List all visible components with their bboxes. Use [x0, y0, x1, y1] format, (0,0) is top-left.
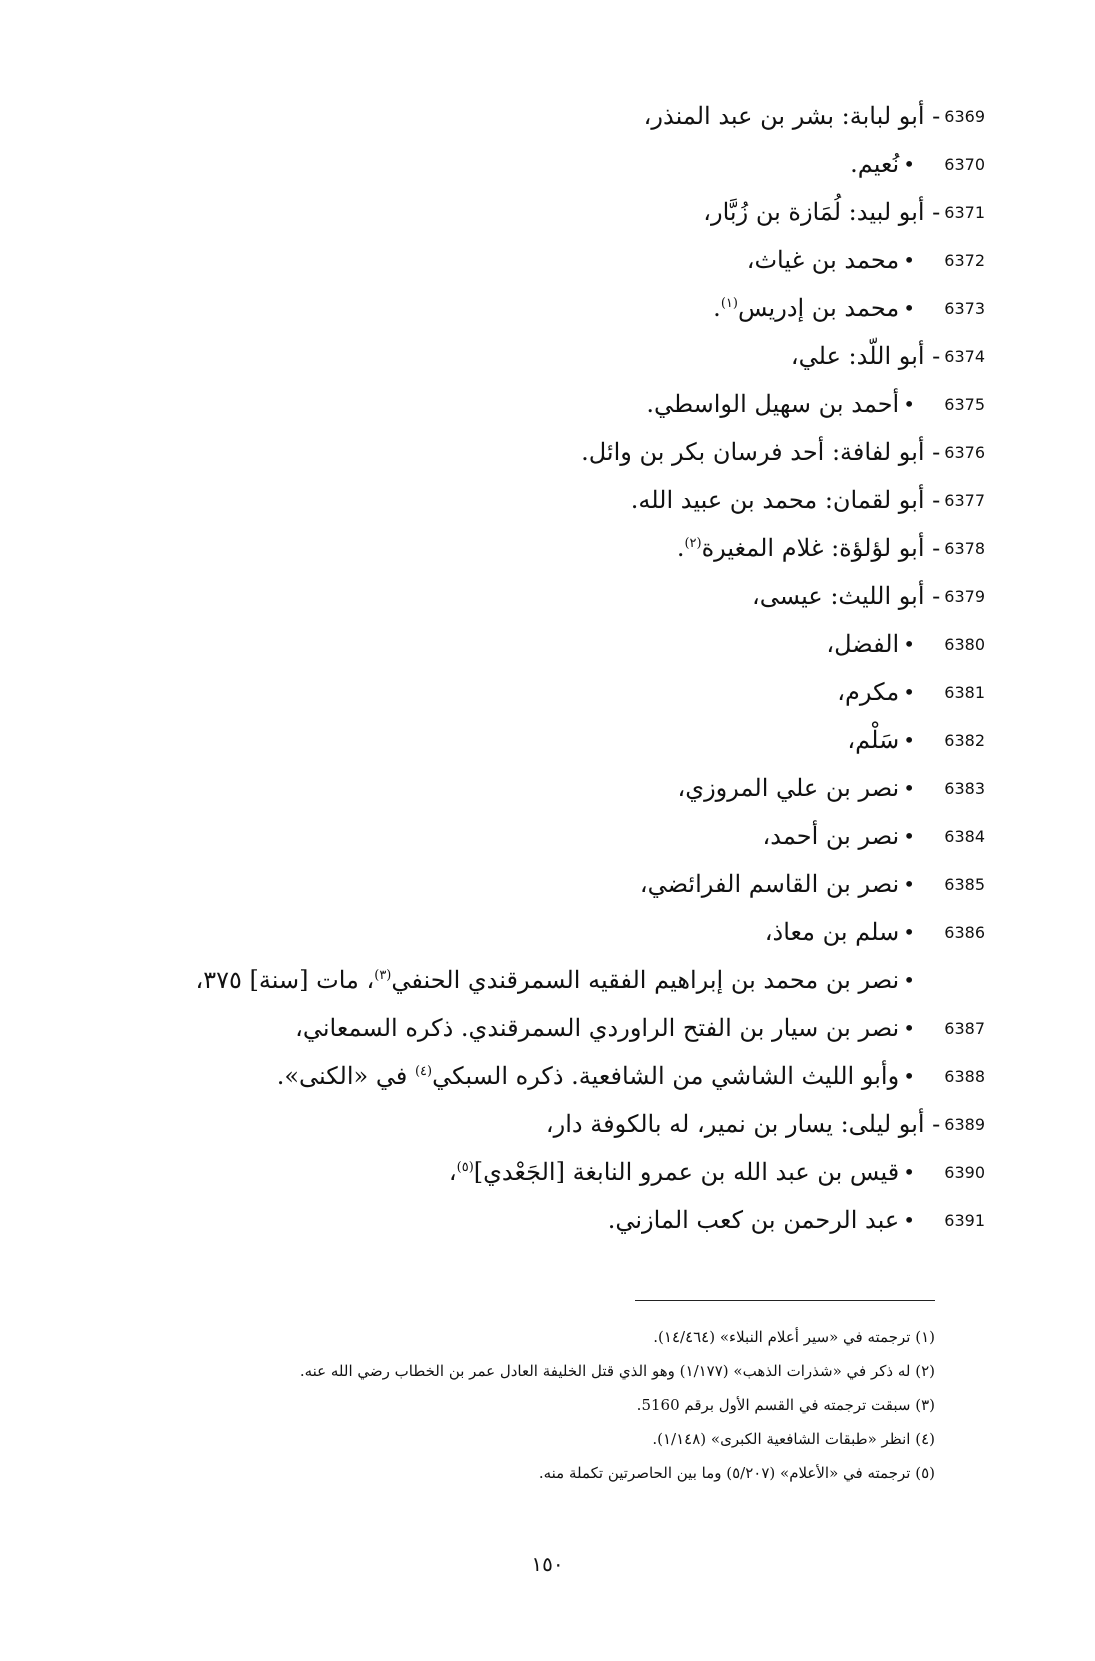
entry-number: 6369 [944, 106, 985, 126]
entry-text [826, 630, 899, 658]
entry-text-after: . [676, 534, 685, 562]
entry-number: 6374 [944, 346, 985, 366]
entry-text-after: في «الكنى». [276, 1062, 415, 1090]
entry-text [850, 150, 899, 178]
entry-number: 6372 [944, 250, 985, 270]
entry-text [449, 1158, 899, 1186]
bullet-icon: • [903, 392, 915, 416]
entry-number: 6376 [944, 442, 985, 462]
bullet-icon: • [903, 1160, 915, 1184]
entry-number: 6390 [944, 1162, 985, 1182]
bullet-icon: • [903, 968, 915, 992]
entry-row [85, 1052, 985, 1100]
entry-text-after: ، [448, 1158, 457, 1186]
bullet-icon: • [903, 920, 915, 944]
entry-row [85, 1004, 985, 1052]
bullet-icon: • [903, 296, 915, 320]
entry-row [85, 668, 985, 716]
entry-text-main: - أبو لفافة: أحد فرسان بكر بن وائل. [581, 438, 941, 466]
entry-number: 6371 [944, 202, 985, 222]
entry-row [85, 764, 985, 812]
footnote: (٣) سبقت ترجمته في القسم الأول برقم 5160. [636, 1396, 935, 1414]
entry-text-main: نصر بن أحمد، [762, 822, 900, 850]
entry-text [752, 582, 940, 610]
entry-number: 6386 [944, 922, 985, 942]
entry-number: 6384 [944, 826, 985, 846]
entry-number: 6385 [944, 874, 985, 894]
bullet-icon: • [903, 872, 915, 896]
footnotes-list [135, 1320, 935, 1490]
entry-text-main: محمد بن غياث، [746, 246, 900, 274]
footnote-marker: (١) [720, 296, 738, 311]
entry-number: 6383 [944, 778, 985, 798]
entry-row [85, 908, 985, 956]
footnote-separator [635, 1300, 935, 1301]
entry-text-main: - أبو ليلى: يسار بن نمير، له بالكوفة دار، [545, 1110, 941, 1138]
footnote: (٥) ترجمته في «الأعلام» (٥/٢٠٧) وما بين الحاصرتين تكملة منه. [538, 1464, 935, 1482]
entry-row [85, 284, 985, 332]
bullet-icon: • [903, 1016, 915, 1040]
entry-number: 6379 [944, 586, 985, 606]
entry-text-main: عبد الرحمن بن كعب المازني. [607, 1206, 900, 1234]
entry-row [85, 716, 985, 764]
entry-row [85, 476, 985, 524]
entry-text-main: - أبو لؤلؤة: غلام المغيرة [701, 534, 941, 562]
footnote-marker: (٥) [456, 1160, 474, 1175]
bullet-icon: • [903, 1064, 915, 1088]
entry-text [677, 534, 940, 562]
entry-number: 6375 [944, 394, 985, 414]
entry-text-main: نصر بن سيار بن الفتح الراوردي السمرقندي. ذكره السمعاني، [295, 1014, 900, 1042]
footnote-marker: (٣) [374, 968, 392, 983]
entry-number: 6388 [944, 1066, 985, 1086]
entry-text-main: أحمد بن سهيل الواسطي. [646, 390, 900, 418]
bullet-icon: • [903, 1208, 915, 1232]
entry-text [713, 294, 899, 322]
entry-number: 6391 [944, 1210, 985, 1230]
entry-number: 6373 [944, 298, 985, 318]
entry-text-main: - أبو لقمان: محمد بن عبيد الله. [630, 486, 941, 514]
entry-text [581, 438, 940, 466]
entry-number: 6382 [944, 730, 985, 750]
entry-number: 6377 [944, 490, 985, 510]
entry-text-main: محمد بن إدريس [737, 294, 900, 322]
entry-row [85, 380, 985, 428]
entry-number: 6378 [944, 538, 985, 558]
entry-row [85, 428, 985, 476]
entry-text-main: الفضل، [826, 630, 900, 658]
footnote-marker: (٢) [684, 536, 702, 551]
footnote: (٢) له ذكر في «شذرات الذهب» (١/١٧٧) وهو الذي قتل الخليفة العادل عمر بن الخطاب رضي الله عنه. [299, 1362, 935, 1380]
entry-row [85, 188, 985, 236]
entry-text [847, 726, 899, 754]
entry-row [85, 140, 985, 188]
footnote: (١) ترجمته في «سير أعلام النبلاء» (١٤/٤٦٤). [653, 1328, 935, 1346]
entry-text-after: ، مات [سنة] ٣٧٥، [195, 966, 375, 994]
entry-text [703, 198, 940, 226]
entry-number: 6380 [944, 634, 985, 654]
entry-text-after: . [713, 294, 721, 322]
entry-row [85, 620, 985, 668]
entry-row [85, 1148, 985, 1196]
entry-text-main: نُعيم. [850, 150, 900, 178]
entry-text-main: نصر بن القاسم الفرائضي، [639, 870, 900, 898]
entry-text-main: - أبو لبابة: بشر بن عبد المنذر، [643, 102, 941, 130]
entry-text-main: سَلْم، [847, 726, 900, 754]
entry-text [765, 918, 899, 946]
entry-text [195, 966, 899, 994]
entry-row [85, 524, 985, 572]
entry-text-main: - أبو لبيد: لُمَازة بن زُبَّار، [703, 198, 941, 226]
entry-text-main: وأبو الليث الشاشي من الشافعية. ذكره السبكي [432, 1062, 900, 1090]
entry-number: 6370 [944, 154, 985, 174]
footnote-marker: (٤) [414, 1064, 433, 1079]
entry-number: 6389 [944, 1114, 985, 1134]
entry-text [644, 102, 941, 130]
entries-list [85, 92, 985, 1244]
entry-text [546, 1110, 940, 1138]
entry-text-main: نصر بن علي المروزي، [677, 774, 900, 802]
entry-number: 6381 [944, 682, 985, 702]
entry-row [85, 1100, 985, 1148]
entry-text [747, 246, 899, 274]
entry-text [608, 1206, 899, 1234]
entry-text [295, 1014, 899, 1042]
entry-text-main: قيس بن عبد الله بن عمرو النابغة [الجَعْدي] [473, 1158, 900, 1186]
entry-text [646, 390, 899, 418]
bullet-icon: • [903, 824, 915, 848]
entry-text [640, 870, 899, 898]
entry-text [837, 678, 899, 706]
entry-text [763, 822, 900, 850]
entry-row [85, 332, 985, 380]
entry-text-main: - أبو اللّد: علي، [790, 342, 941, 370]
entry-row [85, 92, 985, 140]
bullet-icon: • [903, 152, 915, 176]
footnote: (٤) انظر «طبقات الشافعية الكبرى» (١/١٤٨). [652, 1430, 935, 1448]
entry-text [678, 774, 900, 802]
entry-text-main: سلم بن معاذ، [764, 918, 900, 946]
bullet-icon: • [903, 248, 915, 272]
entry-row [85, 812, 985, 860]
bullet-icon: • [903, 680, 915, 704]
entry-number: 6387 [944, 1018, 985, 1038]
entry-text-main: - أبو الليث: عيسى، [751, 582, 941, 610]
entry-text-main: نصر بن محمد بن إبراهيم الفقيه السمرقندي الحنفي [391, 966, 900, 994]
bullet-icon: • [903, 632, 915, 656]
entry-text [631, 486, 941, 514]
bullet-icon: • [903, 776, 915, 800]
bullet-icon: • [903, 728, 915, 752]
entry-row [85, 236, 985, 284]
entry-row [85, 860, 985, 908]
entry-text [791, 342, 940, 370]
entry-text-main: مكرم، [837, 678, 900, 706]
entry-row [85, 1196, 985, 1244]
page-number: ١٥٠ [531, 1552, 564, 1576]
entry-text [277, 1062, 899, 1090]
entry-row [85, 956, 985, 1004]
entry-row [85, 572, 985, 620]
